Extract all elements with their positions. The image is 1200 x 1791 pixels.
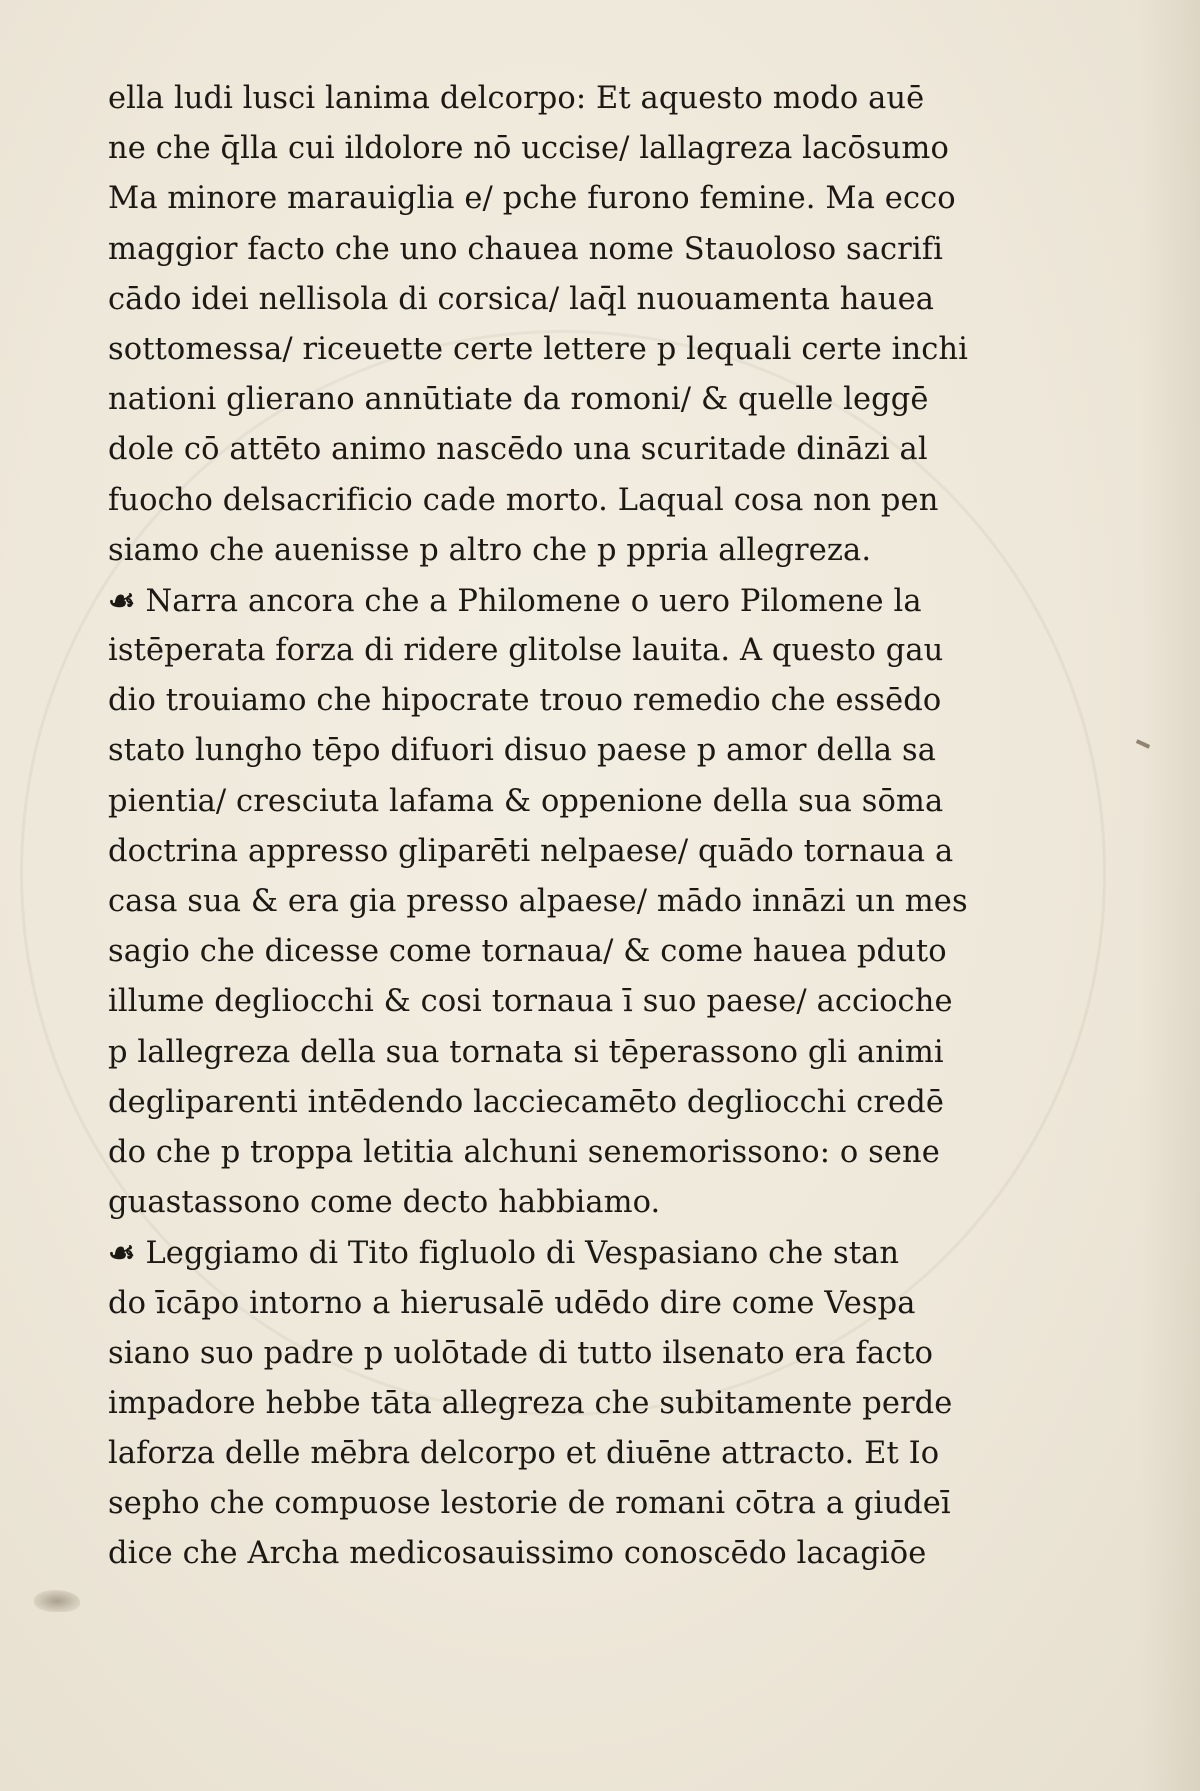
text-line: siamo che auenisse p altro che p ppria allegreza. — [108, 532, 872, 568]
text-line: stato lungho tēpo difuori disuo paese p amor della sa — [108, 733, 937, 769]
text-line: Leggiamo di Tito figluolo di Vespasiano che stan — [145, 1236, 900, 1272]
text-line: casa sua & era gia presso alpaese/ mādo innāzi un mes — [108, 884, 968, 919]
text-line: do īcāpo intorno a hierusalē udēdo dire come Vespa — [108, 1285, 916, 1321]
text-line: impadore hebbe tāta allegreza che subitamente perde — [108, 1385, 953, 1421]
page-text — [108, 74, 1008, 1580]
paragraph-mark-icon: ☙ — [108, 1235, 136, 1272]
text-line: pientia/ cresciuta lafama & oppenione della sua sōma — [108, 783, 944, 819]
text-line: degliparenti intēdendo lacciecamēto degliocchi credē — [108, 1084, 944, 1120]
text-line: dole cō attēto animo nascēdo una scuritade dināzi al — [108, 432, 928, 468]
text-line: cādo idei nellisola di corsica/ laq̄l nuouamenta hauea — [108, 281, 935, 317]
text-line: ella ludi lusci lanima delcorpo: Et aquesto modo auē — [108, 81, 925, 116]
text-line: fuocho delsacrificio cade morto. Laqual cosa non pen — [108, 482, 939, 518]
margin-mark — [1136, 739, 1150, 749]
text-line: Narra ancora che a Philomene o uero Pilomene la — [145, 583, 922, 619]
paragraph-start-line — [108, 1228, 1008, 1278]
text-line: sagio che dicesse come tornaua/ & come hauea pduto — [108, 934, 947, 970]
paragraph-start-line — [108, 576, 1008, 626]
text-line: doctrina appresso gliparēti nelpaese/ quādo tornaua a — [108, 833, 954, 869]
text-line: Ma minore marauiglia e/ pche furono femine. Ma ecco — [108, 181, 956, 217]
paragraph-mark-icon: ☙ — [108, 582, 136, 619]
text-line: nationi glierano annūtiate da romoni/ & quelle leggē — [108, 382, 929, 418]
paper-stain — [34, 1590, 80, 1612]
text-line: ne che q̄lla cui ildolore nō uccise/ lallagreza lacōsumo — [108, 131, 949, 167]
text-line: sottomessa/ riceuette certe lettere p lequali certe inchi — [108, 331, 969, 367]
text-line: illume degliocchi & cosi tornaua ī suo paese/ accioche — [108, 984, 953, 1020]
text-line: maggior facto che uno chauea nome Stauoloso sacrifi — [108, 231, 943, 267]
text-line: p lallegreza della sua tornata si tēperassono gli animi — [108, 1034, 944, 1070]
text-line: dice che Archa medicosauissimo conoscēdo lacagiōe — [108, 1536, 927, 1572]
text-line: guastassono come decto habbiamo. — [108, 1185, 661, 1221]
text-line: do che p troppa letitia alchuni senemorissono: o sene — [108, 1134, 940, 1170]
text-line: istēperata forza di ridere glitolse lauita. A questo gau — [108, 633, 944, 669]
text-line: laforza delle mēbra delcorpo et diuēne attracto. Et Io — [108, 1436, 940, 1472]
text-line: dio trouiamo che hipocrate trouo remedio che essēdo — [108, 683, 942, 719]
text-line: sepho che compuose lestorie de romani cōtra a giudeī — [108, 1486, 951, 1522]
text-line: siano suo padre p uolōtade di tutto ilsenato era facto — [108, 1335, 934, 1371]
